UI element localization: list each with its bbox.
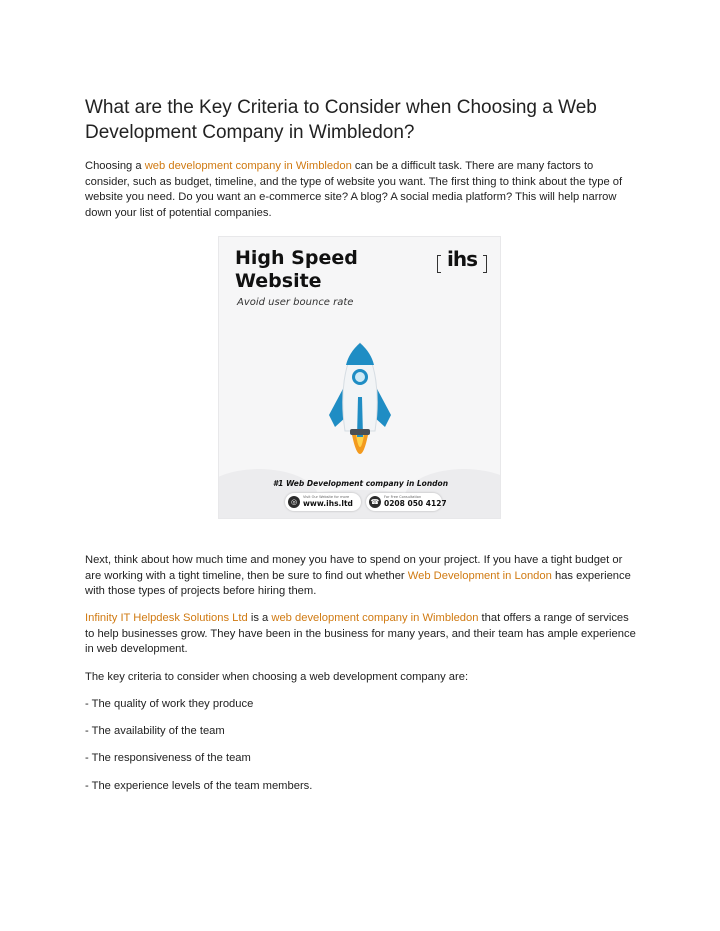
logo-bracket: [483, 255, 487, 273]
phone-pill: [366, 493, 447, 511]
criteria-item: - The quality of work they produce: [85, 698, 254, 710]
banner-tagline: #1 Web Development company in London: [272, 479, 449, 488]
company-paragraph: [85, 611, 641, 658]
text-span: can be a difficult task. There are many factors to consider, such as budget, timeline, and the type of website you want. The first thing to think about the type of website you need. Do you want an e-commerce site? A blog? A social media platform? This will help narrow down your list of potential companies.: [85, 160, 623, 219]
intro-paragraph: [85, 159, 641, 221]
text-span: Choosing a: [85, 160, 145, 172]
criteria-item: - The availability of the team: [85, 725, 225, 737]
logo-bracket: [437, 255, 441, 273]
website-url: www.ihs.ltd: [303, 499, 353, 508]
criteria-item: - The experience levels of the team members.: [85, 780, 313, 792]
banner-title-line: Website: [235, 270, 322, 292]
text-span: is a: [247, 612, 272, 624]
phone-caption: For Free Consultation: [384, 495, 422, 499]
banner-title-line: High Speed: [235, 247, 358, 269]
text-span: has experience with those types of projects before hiring them.: [85, 569, 631, 598]
link-web-development-wimbledon[interactable]: web development company in Wimbledon: [144, 160, 352, 172]
page-title: What are the Key Criteria to Consider when Choosing a Web Development Company in Wimbledon?: [85, 97, 597, 143]
globe-icon: ◎: [288, 496, 300, 508]
text-span: Next, think about how much time and money you have to spend on your project. If you have a tight budget or are working with a tight timeline, then be sure to find out whether: [85, 554, 623, 582]
phone-icon: ☎: [370, 498, 380, 506]
banner-subtitle: Avoid user bounce rate: [237, 297, 354, 308]
ihs-logo: [437, 247, 487, 273]
website-pill: [285, 493, 361, 511]
link-web-development-wimbledon-2[interactable]: web development company in Wimbledon: [271, 612, 479, 624]
banner-title: [235, 247, 358, 293]
promo-banner-image: [218, 236, 501, 519]
logo-text: ihs: [447, 247, 477, 271]
website-caption: Visit Our Website for more: [303, 495, 350, 499]
criteria-intro: The key criteria to consider when choosing a web development company are:: [85, 671, 469, 683]
text-span: that offers a range of services to help businesses grow. They have been in the business for many years, and their team has ample experience in web development.: [85, 612, 636, 656]
budget-paragraph: [85, 553, 641, 600]
phone-number: 0208 050 4127: [384, 499, 447, 508]
criteria-item: - The responsiveness of the team: [85, 752, 251, 764]
link-infinity-it[interactable]: Infinity IT Helpdesk Solutions Ltd: [85, 612, 248, 624]
link-web-development-london[interactable]: Web Development in London: [407, 569, 552, 582]
rocket-icon: [329, 343, 391, 454]
